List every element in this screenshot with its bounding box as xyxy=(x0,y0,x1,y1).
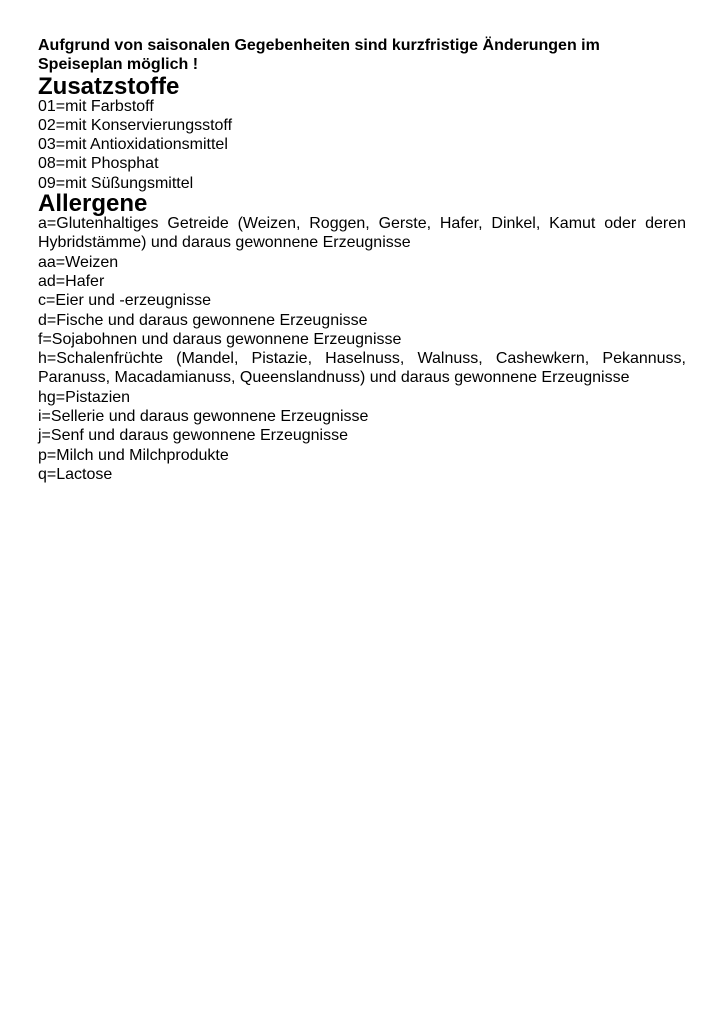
zusatzstoffe-heading: Zusatzstoffe xyxy=(38,72,180,100)
allergen-item: p=Milch und Milchprodukte xyxy=(38,446,229,464)
allergen-item: c=Eier und -erzeugnisse xyxy=(38,292,211,310)
allergen-item: aa=Weizen xyxy=(38,253,119,271)
document-page xyxy=(38,36,686,485)
allergen-item: i=Sellerie und daraus gewonnene Erzeugnisse xyxy=(38,408,369,426)
zusatzstoff-item: 03=mit Antioxidationsmittel xyxy=(38,136,228,154)
zusatzstoff-item: 01=mit Farbstoff xyxy=(38,97,154,115)
zusatzstoff-item: 08=mit Phosphat xyxy=(38,155,159,173)
allergen-item: j=Senf und daraus gewonnene Erzeugnisse xyxy=(38,427,348,445)
zusatzstoff-item: 09=mit Süßungsmittel xyxy=(38,174,194,192)
allergene-list xyxy=(38,214,686,484)
zusatzstoff-item: 02=mit Konservierungsstoff xyxy=(38,116,233,134)
allergen-item: q=Lactose xyxy=(38,465,113,483)
zusatzstoffe-list xyxy=(38,97,686,193)
schedule-change-notice: Aufgrund von saisonalen Gegebenheiten sind kurzfristige Änderungen im Speiseplan möglich ! xyxy=(38,37,600,74)
allergen-item: ad=Hafer xyxy=(38,272,105,290)
allergen-item: a=Glutenhaltiges Getreide (Weizen, Roggen, Gerste, Hafer, Dinkel, Kamut oder deren Hybridstämme) und daraus gewonnene Erzeugnisse xyxy=(38,215,686,252)
allergen-item: f=Sojabohnen und daraus gewonnene Erzeugnisse xyxy=(38,330,402,348)
allergen-item: d=Fische und daraus gewonnene Erzeugnisse xyxy=(38,311,368,329)
allergen-item: h=Schalenfrüchte (Mandel, Pistazie, Haselnuss, Walnuss, Cashewkern, Pekannuss, Paranuss, Macadamianuss, Queenslandnuss) und daraus gewonnene Erzeugnisse xyxy=(38,350,686,387)
allergen-item: hg=Pistazien xyxy=(38,388,131,406)
allergene-heading: Allergene xyxy=(38,190,148,218)
